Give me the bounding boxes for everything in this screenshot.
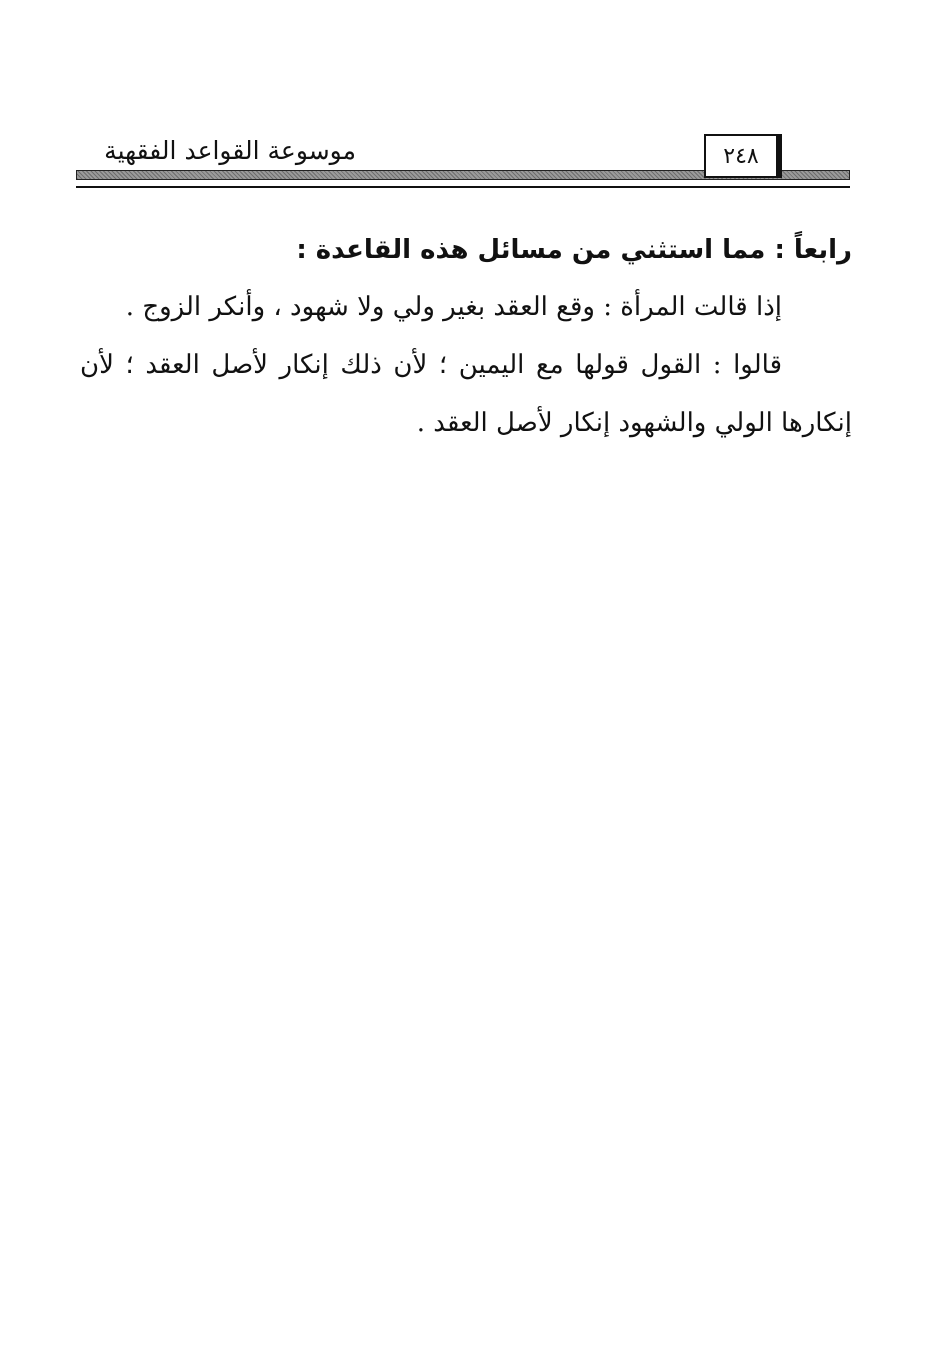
paragraph: قالوا : القول قولها مع اليمين ؛ لأن ذلك إنكار لأصل العقد ؛ لأن إنكارها الولي والشهود إنكار لأصل العقد . [80, 350, 852, 438]
running-title: موسوعة القواعد الفقهية [104, 136, 356, 165]
header-rule-line [76, 186, 850, 188]
section-heading: رابعاً : مما استثني من مسائل هذه القاعدة : [296, 235, 852, 265]
page-number: ٢٤٨ [704, 134, 782, 178]
paragraph: إذا قالت المرأة : وقع العقد بغير ولي ولا شهود ، وأنكر الزوج . [125, 292, 782, 322]
page-body [80, 222, 852, 452]
page-header [0, 0, 944, 200]
